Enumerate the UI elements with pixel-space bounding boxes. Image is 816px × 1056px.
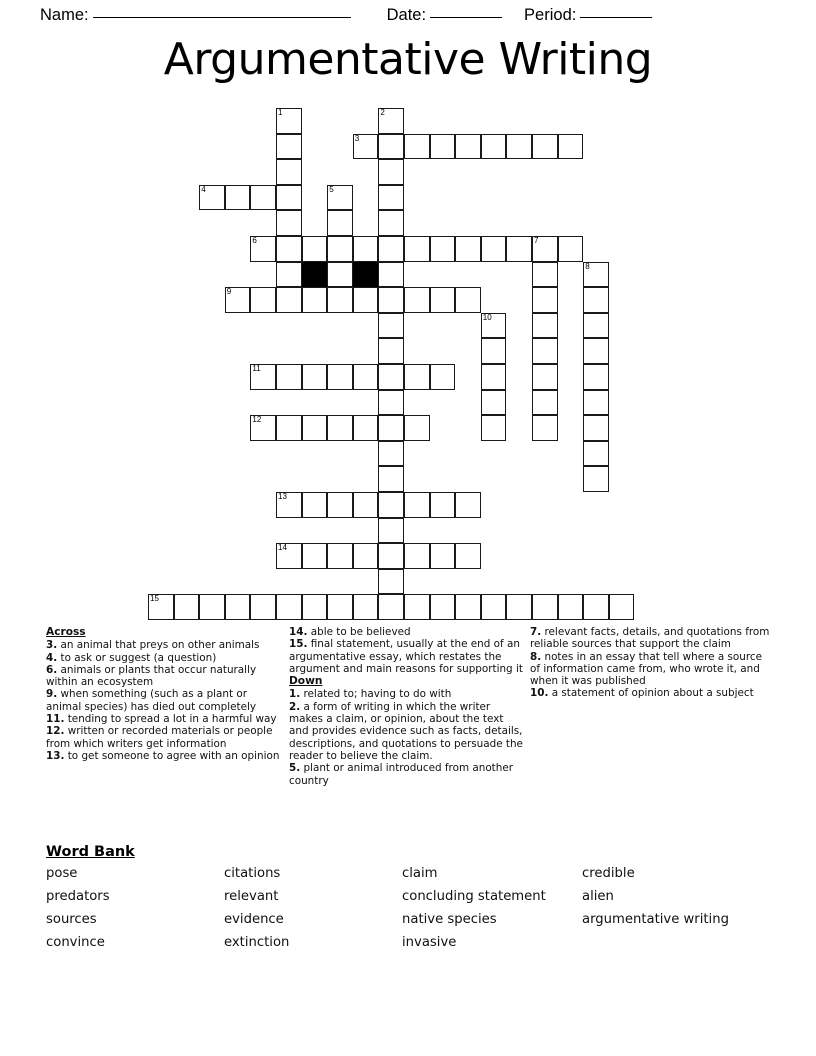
crossword-cell[interactable] <box>506 134 532 160</box>
clue-number: 11. <box>46 713 65 726</box>
crossword-cell[interactable] <box>353 594 379 620</box>
crossword-cell[interactable] <box>378 466 404 492</box>
crossword-cell[interactable] <box>378 338 404 364</box>
crossword-cell[interactable] <box>327 236 353 262</box>
crossword-cell[interactable] <box>378 108 404 134</box>
crossword-cell[interactable] <box>583 262 609 288</box>
crossword-cell[interactable] <box>327 210 353 236</box>
crossword-cell[interactable] <box>455 594 481 620</box>
word-bank-item[interactable]: native species <box>402 912 497 927</box>
clue-number: 1. <box>289 688 301 701</box>
crossword-cell[interactable] <box>481 415 507 441</box>
clue-item <box>530 687 772 699</box>
crossword-cell[interactable] <box>378 287 404 313</box>
crossword-cell[interactable] <box>532 262 558 288</box>
crossword-cell[interactable] <box>378 262 404 288</box>
crossword-cell[interactable] <box>404 236 430 262</box>
clue-number: 3. <box>46 639 58 652</box>
crossword-cell[interactable] <box>378 441 404 467</box>
crossword-cell[interactable] <box>558 594 584 620</box>
crossword-clue-number: 12 <box>252 415 262 425</box>
period-label: Period: <box>524 5 577 24</box>
word-bank-item[interactable]: evidence <box>224 912 284 927</box>
clue-text: a form of writing in which the writer makes a claim, or opinion, about the text and provides evidence such as facts, details, descriptions, and quotations to persuade the reader to believe the claim. <box>289 700 523 762</box>
word-bank-item[interactable]: pose <box>46 866 78 881</box>
word-bank-row <box>46 935 772 958</box>
crossword-clue-number: 3 <box>354 133 360 143</box>
crossword-cell[interactable] <box>481 313 507 339</box>
word-bank-item[interactable]: citations <box>224 866 281 881</box>
crossword-cell[interactable] <box>378 543 404 569</box>
word-bank-item[interactable]: concluding statement <box>402 889 546 904</box>
clue-text: to ask or suggest (a question) <box>57 651 217 664</box>
word-bank-item[interactable]: credible <box>582 866 635 881</box>
crossword-cell[interactable] <box>276 236 302 262</box>
clue-text: notes in an essay that tell where a source of information came from, who wrote it, and when it was published <box>530 650 763 688</box>
crossword-cell[interactable] <box>532 415 558 441</box>
crossword-cell[interactable] <box>327 364 353 390</box>
crossword-cell[interactable] <box>225 185 251 211</box>
crossword-clue-number: 5 <box>329 184 334 194</box>
crossword-cell[interactable] <box>404 415 430 441</box>
crossword-cell[interactable] <box>455 134 481 160</box>
crossword-cell[interactable] <box>532 364 558 390</box>
crossword-cell[interactable] <box>225 594 251 620</box>
clue-text: an animal that preys on other animals <box>57 639 260 652</box>
clue-text: animals or plants that occur naturally within an ecosystem <box>46 663 257 689</box>
crossword-clue-number: 8 <box>585 261 590 271</box>
word-bank-item[interactable]: relevant <box>224 889 279 904</box>
crossword-cell[interactable] <box>583 313 609 339</box>
crossword-cell[interactable] <box>378 364 404 390</box>
crossword-cell[interactable] <box>148 594 174 620</box>
clue-item <box>289 762 523 787</box>
crossword-cell[interactable] <box>276 415 302 441</box>
crossword-cell[interactable] <box>378 518 404 544</box>
clue-text: a statement of opinion about a subject <box>548 687 754 700</box>
crossword-cell[interactable] <box>276 134 302 160</box>
crossword-cell[interactable] <box>276 364 302 390</box>
clue-item <box>46 652 282 664</box>
crossword-cell[interactable] <box>506 236 532 262</box>
crossword-cell[interactable] <box>199 594 225 620</box>
crossword-cell[interactable] <box>404 594 430 620</box>
word-bank-list <box>46 866 772 958</box>
word-bank-item[interactable]: convince <box>46 935 105 950</box>
crossword-clue-number: 15 <box>150 594 159 604</box>
clue-text: able to be believed <box>307 626 411 638</box>
clue-text: related to; having to do with <box>300 688 452 701</box>
crossword-clue-number: 2 <box>380 108 385 117</box>
crossword-cell[interactable] <box>276 262 302 288</box>
crossword-cell[interactable] <box>276 108 302 134</box>
crossword-cell[interactable] <box>250 287 276 313</box>
clue-item <box>46 664 282 689</box>
clue-number: 10. <box>530 687 549 700</box>
crossword-cell[interactable] <box>430 236 456 262</box>
word-bank-row <box>46 912 772 935</box>
crossword-cell[interactable] <box>250 236 276 262</box>
clue-item <box>530 626 772 651</box>
word-bank-row <box>46 866 772 889</box>
crossword-cell[interactable] <box>404 543 430 569</box>
crossword-cell[interactable] <box>609 594 635 620</box>
clue-number: 8. <box>530 650 542 663</box>
crossword-cell[interactable] <box>302 594 328 620</box>
word-bank-item[interactable]: extinction <box>224 935 290 950</box>
crossword-clue-number: 11 <box>252 364 261 373</box>
clue-number: 4. <box>46 651 58 664</box>
crossword-cell[interactable] <box>378 390 404 416</box>
crossword-cell[interactable] <box>583 415 609 441</box>
crossword-cell[interactable] <box>276 543 302 569</box>
crossword-clue-number: 14 <box>278 543 287 553</box>
crossword-cell[interactable] <box>455 543 481 569</box>
crossword-cell[interactable] <box>532 236 558 262</box>
crossword-cell[interactable] <box>378 134 404 160</box>
crossword-cell[interactable] <box>532 594 558 620</box>
crossword-cell[interactable] <box>583 338 609 364</box>
crossword-cell[interactable] <box>302 415 328 441</box>
crossword-clue-number: 13 <box>278 492 287 501</box>
clues-column-1 <box>46 626 282 762</box>
crossword-cell[interactable] <box>481 390 507 416</box>
clue-text: when something (such as a plant or animal species) has died out completely <box>46 688 257 713</box>
crossword-cell[interactable] <box>302 492 328 518</box>
crossword-cell[interactable] <box>532 338 558 364</box>
crossword-cell[interactable] <box>353 287 379 313</box>
crossword-cell[interactable] <box>353 236 379 262</box>
crossword-cell[interactable] <box>276 492 302 518</box>
crossword-cell[interactable] <box>302 543 328 569</box>
clue-text: tending to spread a lot in a harmful way <box>64 713 277 726</box>
crossword-cell[interactable] <box>430 543 456 569</box>
clue-number: 15. <box>289 638 308 651</box>
crossword-cell[interactable] <box>583 287 609 313</box>
crossword-cell[interactable] <box>532 390 558 416</box>
word-bank-heading: Word Bank <box>46 844 135 860</box>
crossword-cell[interactable] <box>455 492 481 518</box>
crossword-cell-blocked <box>302 262 328 288</box>
crossword-cell[interactable] <box>558 236 584 262</box>
crossword-cell[interactable] <box>481 364 507 390</box>
crossword-cell[interactable] <box>353 492 379 518</box>
crossword-cell[interactable] <box>353 543 379 569</box>
crossword-cell[interactable] <box>353 364 379 390</box>
crossword-cell[interactable] <box>404 287 430 313</box>
crossword-cell[interactable] <box>378 569 404 595</box>
crossword-cell[interactable] <box>276 287 302 313</box>
crossword-cell[interactable] <box>430 492 456 518</box>
clue-number: 7. <box>530 626 542 638</box>
crossword-cell[interactable] <box>481 338 507 364</box>
crossword-cell[interactable] <box>327 594 353 620</box>
across-heading: Across <box>46 626 86 638</box>
crossword-cell[interactable] <box>378 415 404 441</box>
clue-number: 9. <box>46 688 58 701</box>
crossword-cell[interactable] <box>583 594 609 620</box>
crossword-cell[interactable] <box>506 594 532 620</box>
crossword-cell[interactable] <box>327 185 353 211</box>
crossword-cell[interactable] <box>302 364 328 390</box>
crossword-cell[interactable] <box>174 594 200 620</box>
crossword-clue-number: 1 <box>278 108 283 117</box>
crossword-cell[interactable] <box>583 364 609 390</box>
word-bank-item[interactable]: sources <box>46 912 97 927</box>
clue-text: written or recorded materials or people from which writers get information <box>46 725 273 750</box>
clue-item <box>289 626 523 638</box>
crossword-clue-number: 4 <box>201 184 206 194</box>
crossword-cell[interactable] <box>353 134 379 160</box>
crossword-cell[interactable] <box>558 134 584 160</box>
crossword-cell[interactable] <box>302 287 328 313</box>
crossword-clue-number: 10 <box>482 312 492 322</box>
clue-item <box>46 750 282 762</box>
crossword-cell[interactable] <box>481 236 507 262</box>
clue-item <box>46 713 282 725</box>
clue-item <box>289 688 523 700</box>
crossword-cell[interactable] <box>353 415 379 441</box>
crossword-cell[interactable] <box>276 159 302 185</box>
clue-text: final statement, usually at the end of an argumentative essay, which restates the argument and main reasons for supporting it <box>289 638 523 675</box>
crossword-cell[interactable] <box>532 313 558 339</box>
crossword-cell[interactable] <box>378 236 404 262</box>
clues-column-2 <box>289 626 523 787</box>
crossword-cell[interactable] <box>225 287 251 313</box>
crossword-clue-number: 6 <box>252 236 257 245</box>
crossword-cell[interactable] <box>327 415 353 441</box>
clue-number: 12. <box>46 725 65 738</box>
crossword-cell[interactable] <box>455 236 481 262</box>
word-bank-item[interactable]: alien <box>582 889 614 904</box>
down-heading: Down <box>289 675 323 688</box>
crossword-cell[interactable] <box>327 543 353 569</box>
word-bank-item[interactable]: claim <box>402 866 438 881</box>
crossword-cell[interactable] <box>583 441 609 467</box>
crossword-cell[interactable] <box>404 134 430 160</box>
clue-text: to get someone to agree with an opinion <box>64 749 280 762</box>
crossword-cell[interactable] <box>430 364 456 390</box>
crossword-cell[interactable] <box>276 210 302 236</box>
crossword-cell[interactable] <box>302 236 328 262</box>
crossword-cell[interactable] <box>327 262 353 288</box>
crossword-cell[interactable] <box>430 134 456 160</box>
crossword-cell[interactable] <box>276 185 302 211</box>
crossword-cell[interactable] <box>378 492 404 518</box>
crossword-cell[interactable] <box>378 159 404 185</box>
clue-number: 14. <box>289 626 308 638</box>
date-label: Date: <box>386 5 427 24</box>
clue-text: relevant facts, details, and quotations from reliable sources that support the claim <box>530 626 770 651</box>
crossword-cell[interactable] <box>276 594 302 620</box>
crossword-cell[interactable] <box>250 415 276 441</box>
crossword-cell[interactable] <box>481 594 507 620</box>
crossword-cell[interactable] <box>378 185 404 211</box>
crossword-cell[interactable] <box>583 466 609 492</box>
crossword-cell[interactable] <box>250 594 276 620</box>
crossword-cell[interactable] <box>378 210 404 236</box>
clue-number: 6. <box>46 663 58 676</box>
crossword-cell[interactable] <box>327 287 353 313</box>
crossword-cell[interactable] <box>532 287 558 313</box>
word-bank-row <box>46 889 772 912</box>
clue-item <box>289 701 523 762</box>
crossword-cell[interactable] <box>378 594 404 620</box>
word-bank-item[interactable]: invasive <box>402 935 457 950</box>
crossword-cell[interactable] <box>583 390 609 416</box>
crossword-cell[interactable] <box>250 185 276 211</box>
crossword-cell[interactable] <box>532 134 558 160</box>
clue-item <box>289 638 523 675</box>
crossword-cell-blocked <box>353 262 379 288</box>
clues-section <box>46 626 772 831</box>
clue-item <box>46 725 282 750</box>
clue-item <box>46 639 282 651</box>
clue-number: 13. <box>46 749 65 762</box>
crossword-clue-number: 7 <box>534 236 539 245</box>
clue-number: 2. <box>289 700 301 713</box>
crossword-cell[interactable] <box>404 492 430 518</box>
clue-item <box>46 688 282 713</box>
crossword-clue-number: 9 <box>226 287 232 297</box>
crossword-cell[interactable] <box>199 185 225 211</box>
crossword-cell[interactable] <box>327 492 353 518</box>
word-bank-item[interactable]: argumentative writing <box>582 912 729 927</box>
name-label: Name: <box>40 5 89 24</box>
page-title: Argumentative Writing <box>163 34 653 85</box>
clue-item <box>530 651 772 688</box>
crossword-cell[interactable] <box>455 287 481 313</box>
clue-text: plant or animal introduced from another country <box>289 762 514 787</box>
crossword-cell[interactable] <box>250 364 276 390</box>
crossword-cell[interactable] <box>430 594 456 620</box>
clue-number: 5. <box>289 762 301 775</box>
crossword-cell[interactable] <box>430 287 456 313</box>
word-bank-item[interactable]: predators <box>46 889 110 904</box>
clues-column-3 <box>530 626 772 700</box>
crossword-cell[interactable] <box>404 364 430 390</box>
crossword-cell[interactable] <box>481 134 507 160</box>
crossword-cell[interactable] <box>378 313 404 339</box>
